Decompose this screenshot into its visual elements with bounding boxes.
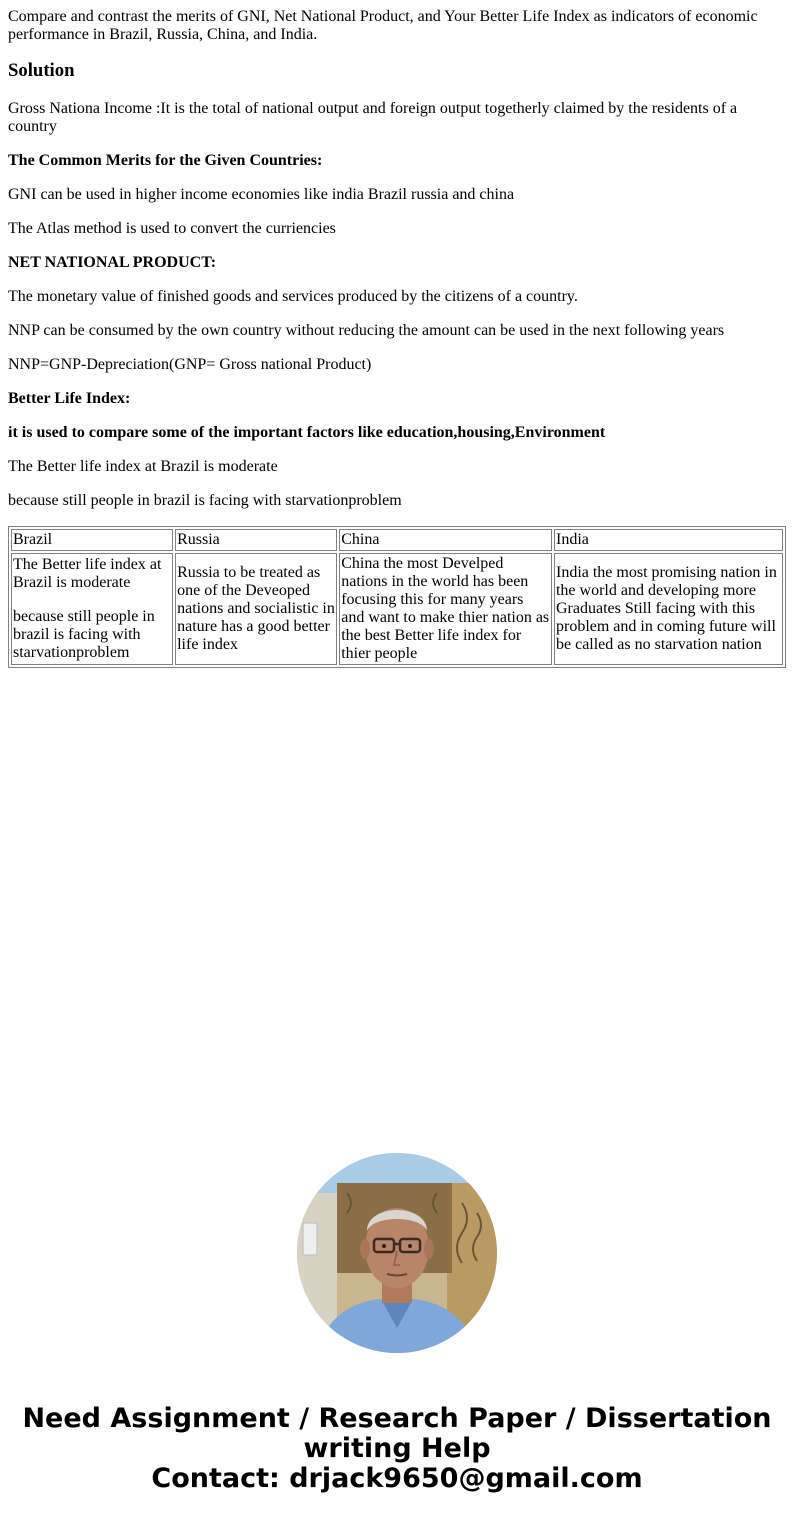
nnp-use: NNP can be consumed by the own country without reducing the amount can be used in the next following years xyxy=(8,322,725,339)
nnp-heading: NET NATIONAL PRODUCT: xyxy=(8,254,217,271)
table-cell-russia: Russia to be treated as one of the Deveoped nations and socialistic in nature has a good better life index xyxy=(175,553,337,665)
bli-heading: Better Life Index: xyxy=(8,390,131,407)
brazil-moderate: The Better life index at Brazil is moderate xyxy=(8,458,278,475)
comparison-table xyxy=(8,526,786,668)
gni-definition: Gross Nationa Income :It is the total of national output and foreign output togetherly claimed by the residents of a country xyxy=(8,100,738,135)
author-photo xyxy=(297,1153,497,1353)
brazil-cell-line2: because still people in brazil is facing with starvationproblem xyxy=(13,608,155,661)
table-header-russia: Russia xyxy=(175,529,337,551)
question-text: Compare and contrast the merits of GNI, Net National Product, and Your Better Life Index as indicators of economic performance in Brazil, Russia, China, and India. xyxy=(8,8,758,43)
nnp-formula: NNP=GNP-Depreciation(GNP= Gross national Product) xyxy=(8,356,372,373)
brazil-cell-line1: The Better life index at Brazil is moderate xyxy=(13,556,162,591)
table-cell-india: India the most promising nation in the world and developing more Graduates Still facing with this problem and in coming future will be called as no starvation nation xyxy=(554,553,783,665)
common-merits-heading: The Common Merits for the Given Countries: xyxy=(8,152,323,169)
brazil-reason: because still people in brazil is facing with starvationproblem xyxy=(8,492,402,509)
nnp-definition: The monetary value of finished goods and services produced by the citizens of a country. xyxy=(8,288,578,305)
document-body xyxy=(8,8,786,668)
table-header-china: China xyxy=(339,529,552,551)
promo-line-1: Need Assignment / Research Paper / Dissertation xyxy=(22,1403,772,1434)
table-cell-china: China the most Develped nations in the world has been focusing this for many years and want to make thier nation as the best Better life index for thier people xyxy=(339,553,552,665)
bli-definition: it is used to compare some of the important factors like education,housing,Environment xyxy=(8,424,606,441)
table-cell-brazil xyxy=(11,553,173,665)
promo-contact: Contact: drjack9650@gmail.com xyxy=(151,1463,643,1494)
table-header-row xyxy=(11,529,783,551)
table-header-brazil: Brazil xyxy=(11,529,173,551)
promo-banner xyxy=(0,1404,794,1494)
table-row xyxy=(11,553,783,665)
atlas-method: The Atlas method is used to convert the curriencies xyxy=(8,220,336,237)
gni-use: GNI can be used in higher income economies like india Brazil russia and china xyxy=(8,186,515,203)
table-header-india: India xyxy=(554,529,783,551)
solution-heading: Solution xyxy=(8,60,75,81)
promo-line-2: writing Help xyxy=(303,1433,491,1464)
